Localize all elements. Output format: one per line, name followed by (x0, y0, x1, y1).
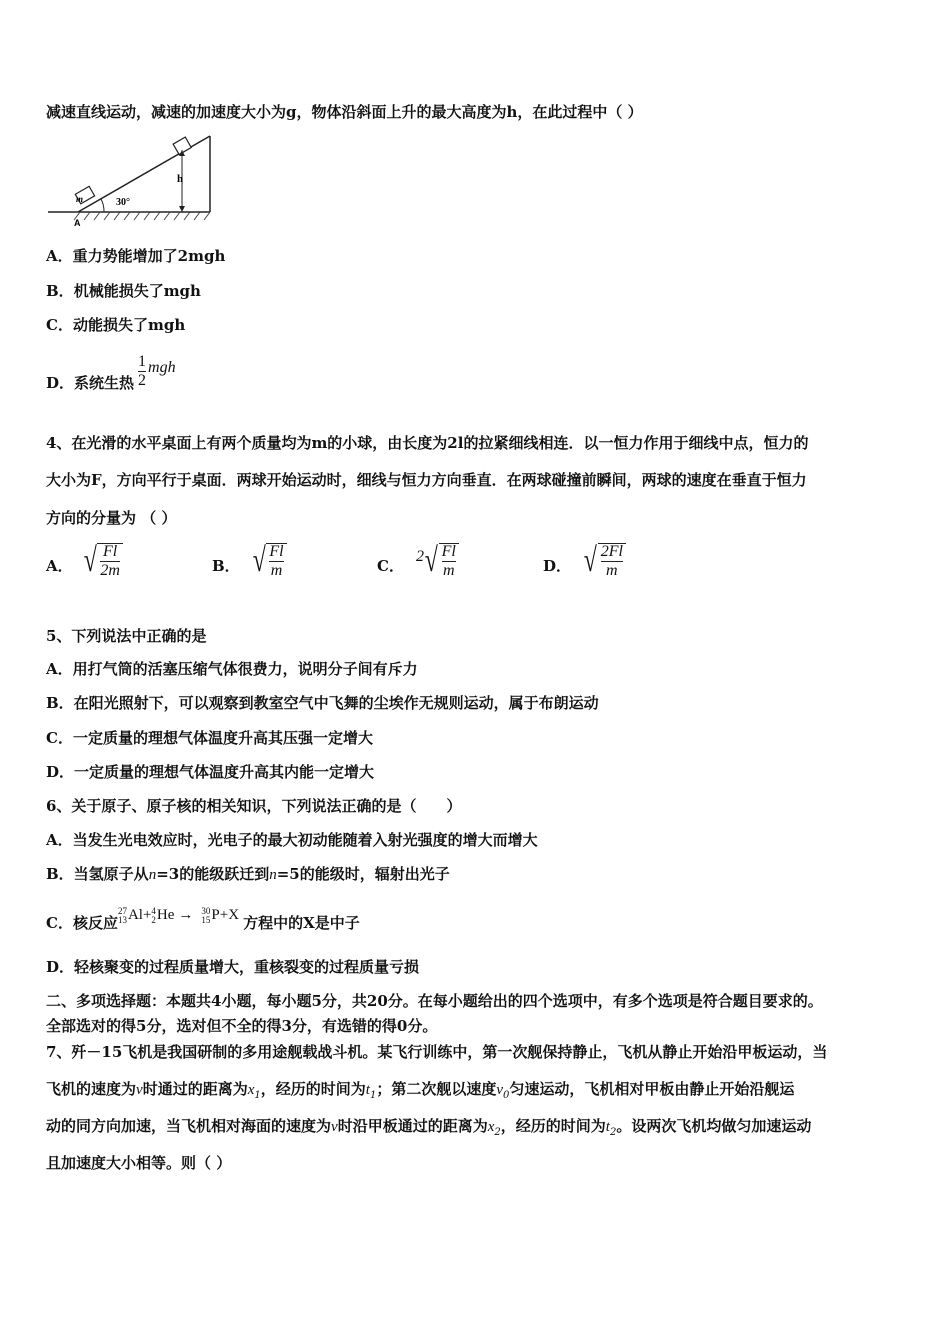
coefficient: 2 (415, 548, 424, 565)
option-key: D． (46, 374, 75, 392)
block-label: m (76, 194, 84, 204)
q6-stem: 6、关于原子、原子核的相关知识，下列说法正确的是（ ） (46, 797, 462, 815)
q6-option-d: D．轻核聚变的过程质量增大，重核裂变的过程质量亏损 (46, 958, 420, 976)
q3-stem-tail: 减速直线运动，减速的加速度大小为g，物体沿斜面上升的最大高度为h，在此过程中（ ） (46, 103, 643, 121)
q4-option-d (543, 543, 626, 579)
nuclear-equation: 27 13 Al + 4 2 He → 30 15 P +X (117, 905, 240, 925)
fraction-half: $\frac{1}{2}$ (138, 353, 147, 389)
sqrt-expression: √ $\frac{Fl}{m}$ (422, 543, 459, 579)
q7-stem-line2: 飞机的速度为v时通过的距离为$x_1$，经历的时间为$t_1$；第二次舰以速度$v_0$匀速运动，飞机相对甲板由静止开始沿舰运 (46, 1080, 795, 1101)
q5-option-b: B．在阳光照射下，可以观察到教室空气中飞舞的尘埃作无规则运动，属于布朗运动 (46, 694, 599, 712)
q4-stem-line2: 大小为F，方向平行于桌面．两球开始运动时，细线与恒力方向垂直．在两球碰撞前瞬间，两球的速度在垂直于恒力 (46, 471, 807, 489)
q5-stem: 5、下列说法中正确的是 (46, 627, 207, 645)
option-key: C． (377, 556, 404, 575)
q3-option-c (46, 314, 185, 335)
q3-option-d (46, 350, 176, 393)
q5-option-d: D．一定质量的理想气体温度升高其内能一定增大 (46, 763, 375, 781)
incline-figure (44, 132, 216, 228)
q4-stem-line3: 方向的分量为 （ ） (46, 509, 177, 527)
height-label: h (177, 173, 184, 185)
q4-option-a (46, 543, 123, 579)
sqrt-expression: √ $\frac{Fl}{m}$ (250, 543, 287, 579)
option-key: A． (46, 247, 73, 265)
point-label: A (74, 218, 81, 228)
q4-stem-line1: 4、在光滑的水平桌面上有两个质量均为m的小球，由长度为2l的拉紧细线相连．以一恒力作用于细线中点，恒力的 (46, 434, 809, 452)
q7-stem-line4: 且加速度大小相等。则（ ） (46, 1154, 232, 1172)
option-text: 动能损失了mgh (72, 316, 186, 334)
q6-option-b: B．当氢原子从n=3的能级跃迁到n=5的能级时，辐射出光子 (46, 865, 450, 883)
option-key: A． (46, 556, 73, 575)
q4-option-b (212, 543, 287, 579)
q6-option-c: C．核反应 27 13 Al + 4 2 He → 30 15 P +X 方程中的X是中子 (46, 905, 360, 932)
q7-stem-line1: 7、歼－15飞机是我国研制的多用途舰载战斗机。某飞行训练中，第一次舰保持静止，飞机从静止开始沿甲板运动，当 (46, 1043, 828, 1061)
q7-stem-line3: 动的同方向加速，当飞机相对海面的速度为v时沿甲板通过的距离为$x_2$，经历的时间为$t_2$。设两次飞机均做匀加速运动 (46, 1117, 812, 1138)
q3-option-b (46, 280, 201, 301)
option-text: 机械能损失了mgh (73, 282, 201, 300)
q6-option-a: A．当发生光电效应时，光电子的最大初动能随着入射光强度的增大而增大 (46, 831, 538, 849)
option-key: B． (46, 282, 74, 300)
option-text: 系统生热 (74, 374, 135, 392)
mgh-term: mgh (148, 358, 176, 376)
section-header-line1: 二、多项选择题：本题共4小题，每小题5分，共20分。在每小题给出的四个选项中，有多个选项是符合题目要求的。 (46, 992, 823, 1010)
angle-label: 30° (116, 197, 130, 208)
section-header-line2: 全部选对的得5分，选对但不全的得3分，有选错的得0分。 (46, 1017, 438, 1035)
option-key: D． (543, 556, 572, 575)
q5-option-c: C．一定质量的理想气体温度升高其压强一定增大 (46, 729, 373, 747)
sqrt-expression: √ $\frac{Fl}{2m}$ (81, 543, 123, 579)
q4-option-c (377, 543, 459, 579)
option-text: 重力势能增加了2mgh (72, 247, 226, 265)
option-key: C． (46, 316, 73, 334)
option-key: B． (212, 556, 240, 575)
q3-option-a (46, 245, 225, 266)
sqrt-expression: √ $\frac{2Fl}{m}$ (581, 543, 626, 579)
q5-option-a: A．用打气筒的活塞压缩气体很费力，说明分子间有斥力 (46, 660, 418, 678)
